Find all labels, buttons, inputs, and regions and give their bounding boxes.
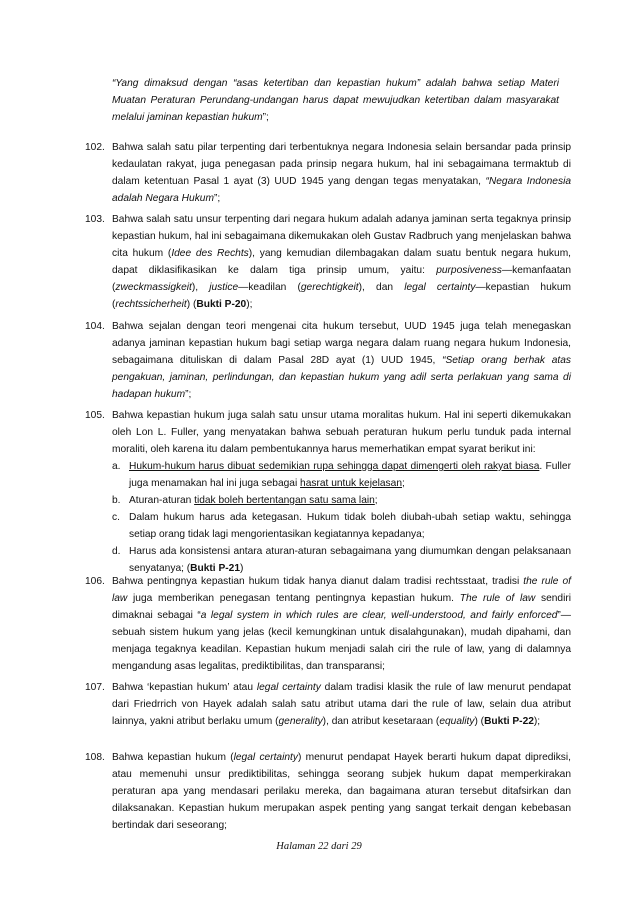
italic-run: The rule of law [459,593,536,604]
italic-run: zweckmassigkeit [115,282,192,293]
text-run: —keadilan ( [238,282,301,293]
underlined-run: tidak boleh bertentangan satu sama lain [194,495,375,506]
text-run: ; [374,495,378,506]
text-run: Dalam hukum harus ada ketegasan. Hukum tidak boleh diubah-ubah setiap waktu, sehingga setiap orang tidak lagi mengorientasikan kegiatannya kepadanya; [129,512,571,540]
evidence-ref: Bukti P-20 [196,299,247,310]
italic-run: legal certainty [256,682,321,693]
paragraph-102 [85,139,571,207]
italic-run: equality [439,716,475,727]
italic-run: gerechtigkeit [300,282,359,293]
evidence-ref: Bukti P-21 [190,563,240,574]
paragraph-number: 104. [85,321,105,332]
text-run: ), [191,282,210,293]
text-run: —kemanfaatan ( [112,265,571,293]
text-run: ); [533,716,541,727]
text-run: ) ( [474,716,485,727]
paragraph-104 [85,318,571,403]
italic-run: purposiveness [436,265,502,276]
italic-run: legal certainty [404,282,476,293]
text-run: Bahwa salah satu unsur terpenting dari negara hukum adalah adanya jaminan serta tegaknya prinsip kepastian hukum, hal ini sebagaimana dikemukakan oleh Gustav Radbruch yang menjelaskan bahwa cita hukum ( [112,214,571,259]
text-run: Aturan-aturan [129,495,195,506]
italic-run: the rule of law [112,576,572,604]
text-run: ; [402,478,405,489]
text-run: dalam tradisi klasik the rule of law menurut pendapat dari Friedrrich von Hayek adalah salah satu atribut utama dari the rule of law, selain dua atribut lainnya, yakni atribut berlaku umum ( [112,682,571,727]
paragraph-number: 105. [85,410,105,421]
paragraph-103 [85,211,571,313]
text-run: ), dan [358,282,405,293]
text-run: ) [240,563,244,574]
text-run: ), dan atribut kesetaraan ( [322,716,440,727]
italic-run: justice [209,282,239,293]
opening-quote-tail: ”; [262,112,269,123]
text-run: Bahwa sejalan dengan teori mengenai cita hukum tersebut, UUD 1945 juga telah menegaskan adanya jaminan kepastian hukum bagi setiap warga negara dalam ruang negara hukum Indonesia, sebagaimana dituliskan di dalam Pasal 28D ayat (1) UUD 1945, [112,321,571,366]
underlined-run: hasrat untuk kejelasan [300,478,402,489]
italic-run: rechtssicherheit [115,299,187,310]
list-item-d [112,543,571,577]
italic-run: “Setiap orang berhak atas pengakuan, jaminan, perlindungan, dan kepastian hukum yang adil serta perlakuan yang sama di hadapan hukum [112,355,571,400]
paragraph-number: 106. [85,576,105,587]
text-run: Bahwa ‘kepastian hukum’ atau [112,682,257,693]
paragraph-105 [85,407,571,577]
paragraph-number: 103. [85,214,105,225]
opening-quote-text: “Yang dimaksud dengan “asas ketertiban dan kepastian hukum” adalah bahwa setiap Materi Muatan Peraturan Perundang-undangan harus dapat mewujudkan ketertiban dalam masyarakat melalui jaminan kepastian hukum [112,78,559,123]
text-run: juga memberikan penegasan tentang pentingnya kepastian hukum. [127,593,460,604]
text-run: ”; [185,389,192,400]
list-letter: d. [112,546,121,557]
text-run: sendiri dimaknai sebagai “ [112,593,571,621]
paragraph-text: Bahwa kepastian hukum juga salah satu unsur utama moralitas hukum. Hal ini seperti dikemukakan oleh Lon L. Fuller, yang menyatakan bahwa sebuah peraturan hukum perlu tunduk pada internal moraliti, oleh karena itu dalam pembentukannya harus memerhatikan empat syarat berikut ini: [112,410,571,455]
paragraph-number: 108. [85,752,105,763]
text-run: ); [246,299,253,310]
paragraph-107 [85,679,571,730]
underlined-run: Hukum-hukum harus dibuat sedemikian rupa sehingga dapat dimengerti oleh rakyat biasa [129,461,540,472]
paragraph-106 [85,573,571,675]
text-run: ) ( [186,299,197,310]
paragraph-quote: “Negara Indonesia adalah Negara Hukum [112,176,571,204]
list-item-c [112,509,571,543]
text-run: ”—sebuah sistem hukum yang jelas (kecil kemungkinan untuk disalahgunakan), mudah dipahami, dan menjaga tegaknya keadilan. Kepastian hukum menjadi salah ciri the rule of law, yang di dalamnya mengandung asas legalitas, prediktibilitas, dan transparansi; [112,610,571,672]
italic-run: Idee des Rechts [171,248,249,259]
text-run: . Fuller juga menamakan hal ini juga sebagai [129,461,571,489]
list-letter: a. [112,461,121,472]
paragraph-number: 102. [85,142,105,153]
italic-run: legal certainty [233,752,298,763]
text-run: Bahwa pentingnya kepastian hukum tidak hanya dianut dalam tradisi rechtsstaat, tradisi [112,576,524,587]
list-item-a [112,458,571,492]
page-footer: Halaman 22 dari 29 [276,841,362,852]
italic-run: generality [278,716,323,727]
text-run: —kepastian hukum ( [112,282,571,310]
paragraph-number: 107. [85,682,105,693]
list-letter: b. [112,495,121,506]
text-run: ), yang kemudian dilembagakan dalam suatu bentuk negara hukum, dapat diklasifikasikan ke dalam tiga prinsip umum, yaitu: [112,248,572,276]
list-item-b [112,492,571,509]
opening-quote [112,75,559,126]
paragraph-tail: ”; [213,193,221,204]
paragraph-108 [85,749,571,834]
text-run: Bahwa kepastian hukum ( [112,752,234,763]
list-letter: c. [112,512,120,523]
paragraph-text: Bahwa salah satu pilar terpenting dari terbentuknya negara Indonesia selain bersandar pada prinsip kedaulatan rakyat, juga penegasan pada prinsip negara hukum, hal ini sebagaimana termaktub di dalam ketentuan Pasal 1 ayat (3) UUD 1945 yang dengan tegas menyatakan, [112,142,571,187]
text-run: Harus ada konsistensi antara aturan-aturan sebagaimana yang diumumkan dengan pelaksanaan senyatanya; ( [129,546,571,574]
text-run: ) menurut pendapat Hayek berarti hukum dapat diprediksi, atau memenuhi unsur prediktibilitas, sehingga seorang subjek hukum dapat memperkirakan peraturan apa yang mendasari perilaku mereka, dan bagaimana aturan tersebut ditafsirkan dan dilaksanakan. Kepastian hukum merupakan aspek penting yang sangat terkait dengan kebebasan bertindak dari seseorang; [112,752,571,831]
italic-run: a legal system in which rules are clear, well-understood, and fairly enforced [200,610,558,621]
evidence-ref: Bukti P-22 [484,716,534,727]
